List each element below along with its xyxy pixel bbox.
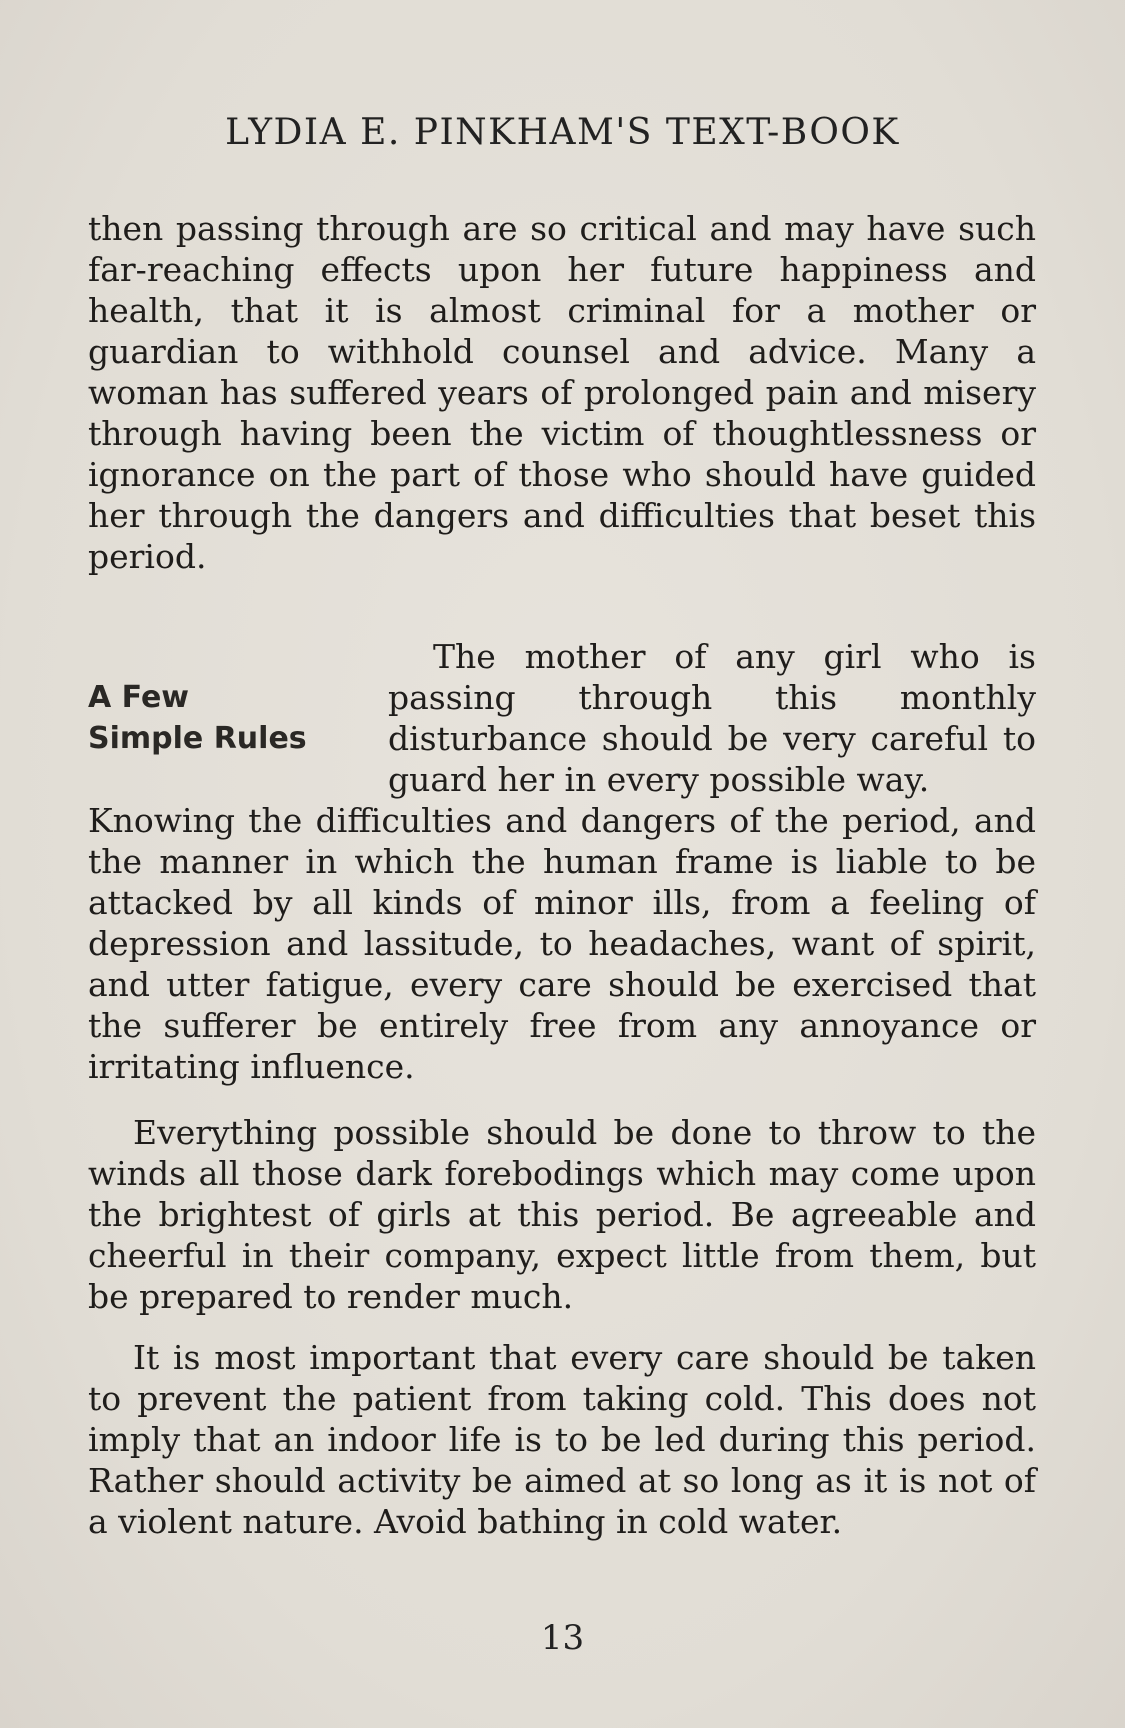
paragraph-2-continued: Knowing the difficulties and dangers of the period, and the manner in which the human frame is liable to be attacked by all kinds of minor ills, from a feeling of depression and lassitude, to headaches, want of spirit, and utter fatigue, every care should be exercised that the sufferer be entirely free from any annoyance or irritating influence. xyxy=(88,801,1036,1086)
paragraph-4: It is most important that every care should be taken to prevent the patient from taking cold. This does not imply that an indoor life is to be led during this period. Rather should activity be aimed at so long as it is not of a violent nature. Avoid bathing in cold water. xyxy=(88,1338,1036,1541)
running-head: LYDIA E. PINKHAM'S TEXT-BOOK xyxy=(225,112,900,153)
side-heading-line-2: Simple Rules xyxy=(88,721,307,756)
page-number: 13 xyxy=(540,1618,585,1658)
side-heading-line-1: A Few xyxy=(88,680,190,715)
side-heading xyxy=(88,677,307,759)
paragraph-2-start: The mother of any girl who is passing through this monthly disturbance should be very careful to guard her in every possible way. xyxy=(388,637,1036,799)
paragraph-3: Everything possible should be done to throw to the winds all those dark forebodings which may come upon the brightest of girls at this period. Be agreeable and cheerful in their company, expect little from them, but be prepared to render much. xyxy=(88,1113,1036,1316)
paragraph-1: then passing through are so critical and may have such far-reaching effects upon her future happiness and health, that it is almost criminal for a mother or guardian to withhold counsel and advice. Many a woman has suffered years of prolonged pain and misery through having been the victim of thoughtlessness or ignorance on the part of those who should have guided her through the dangers and difficulties that beset this period. xyxy=(88,209,1036,576)
